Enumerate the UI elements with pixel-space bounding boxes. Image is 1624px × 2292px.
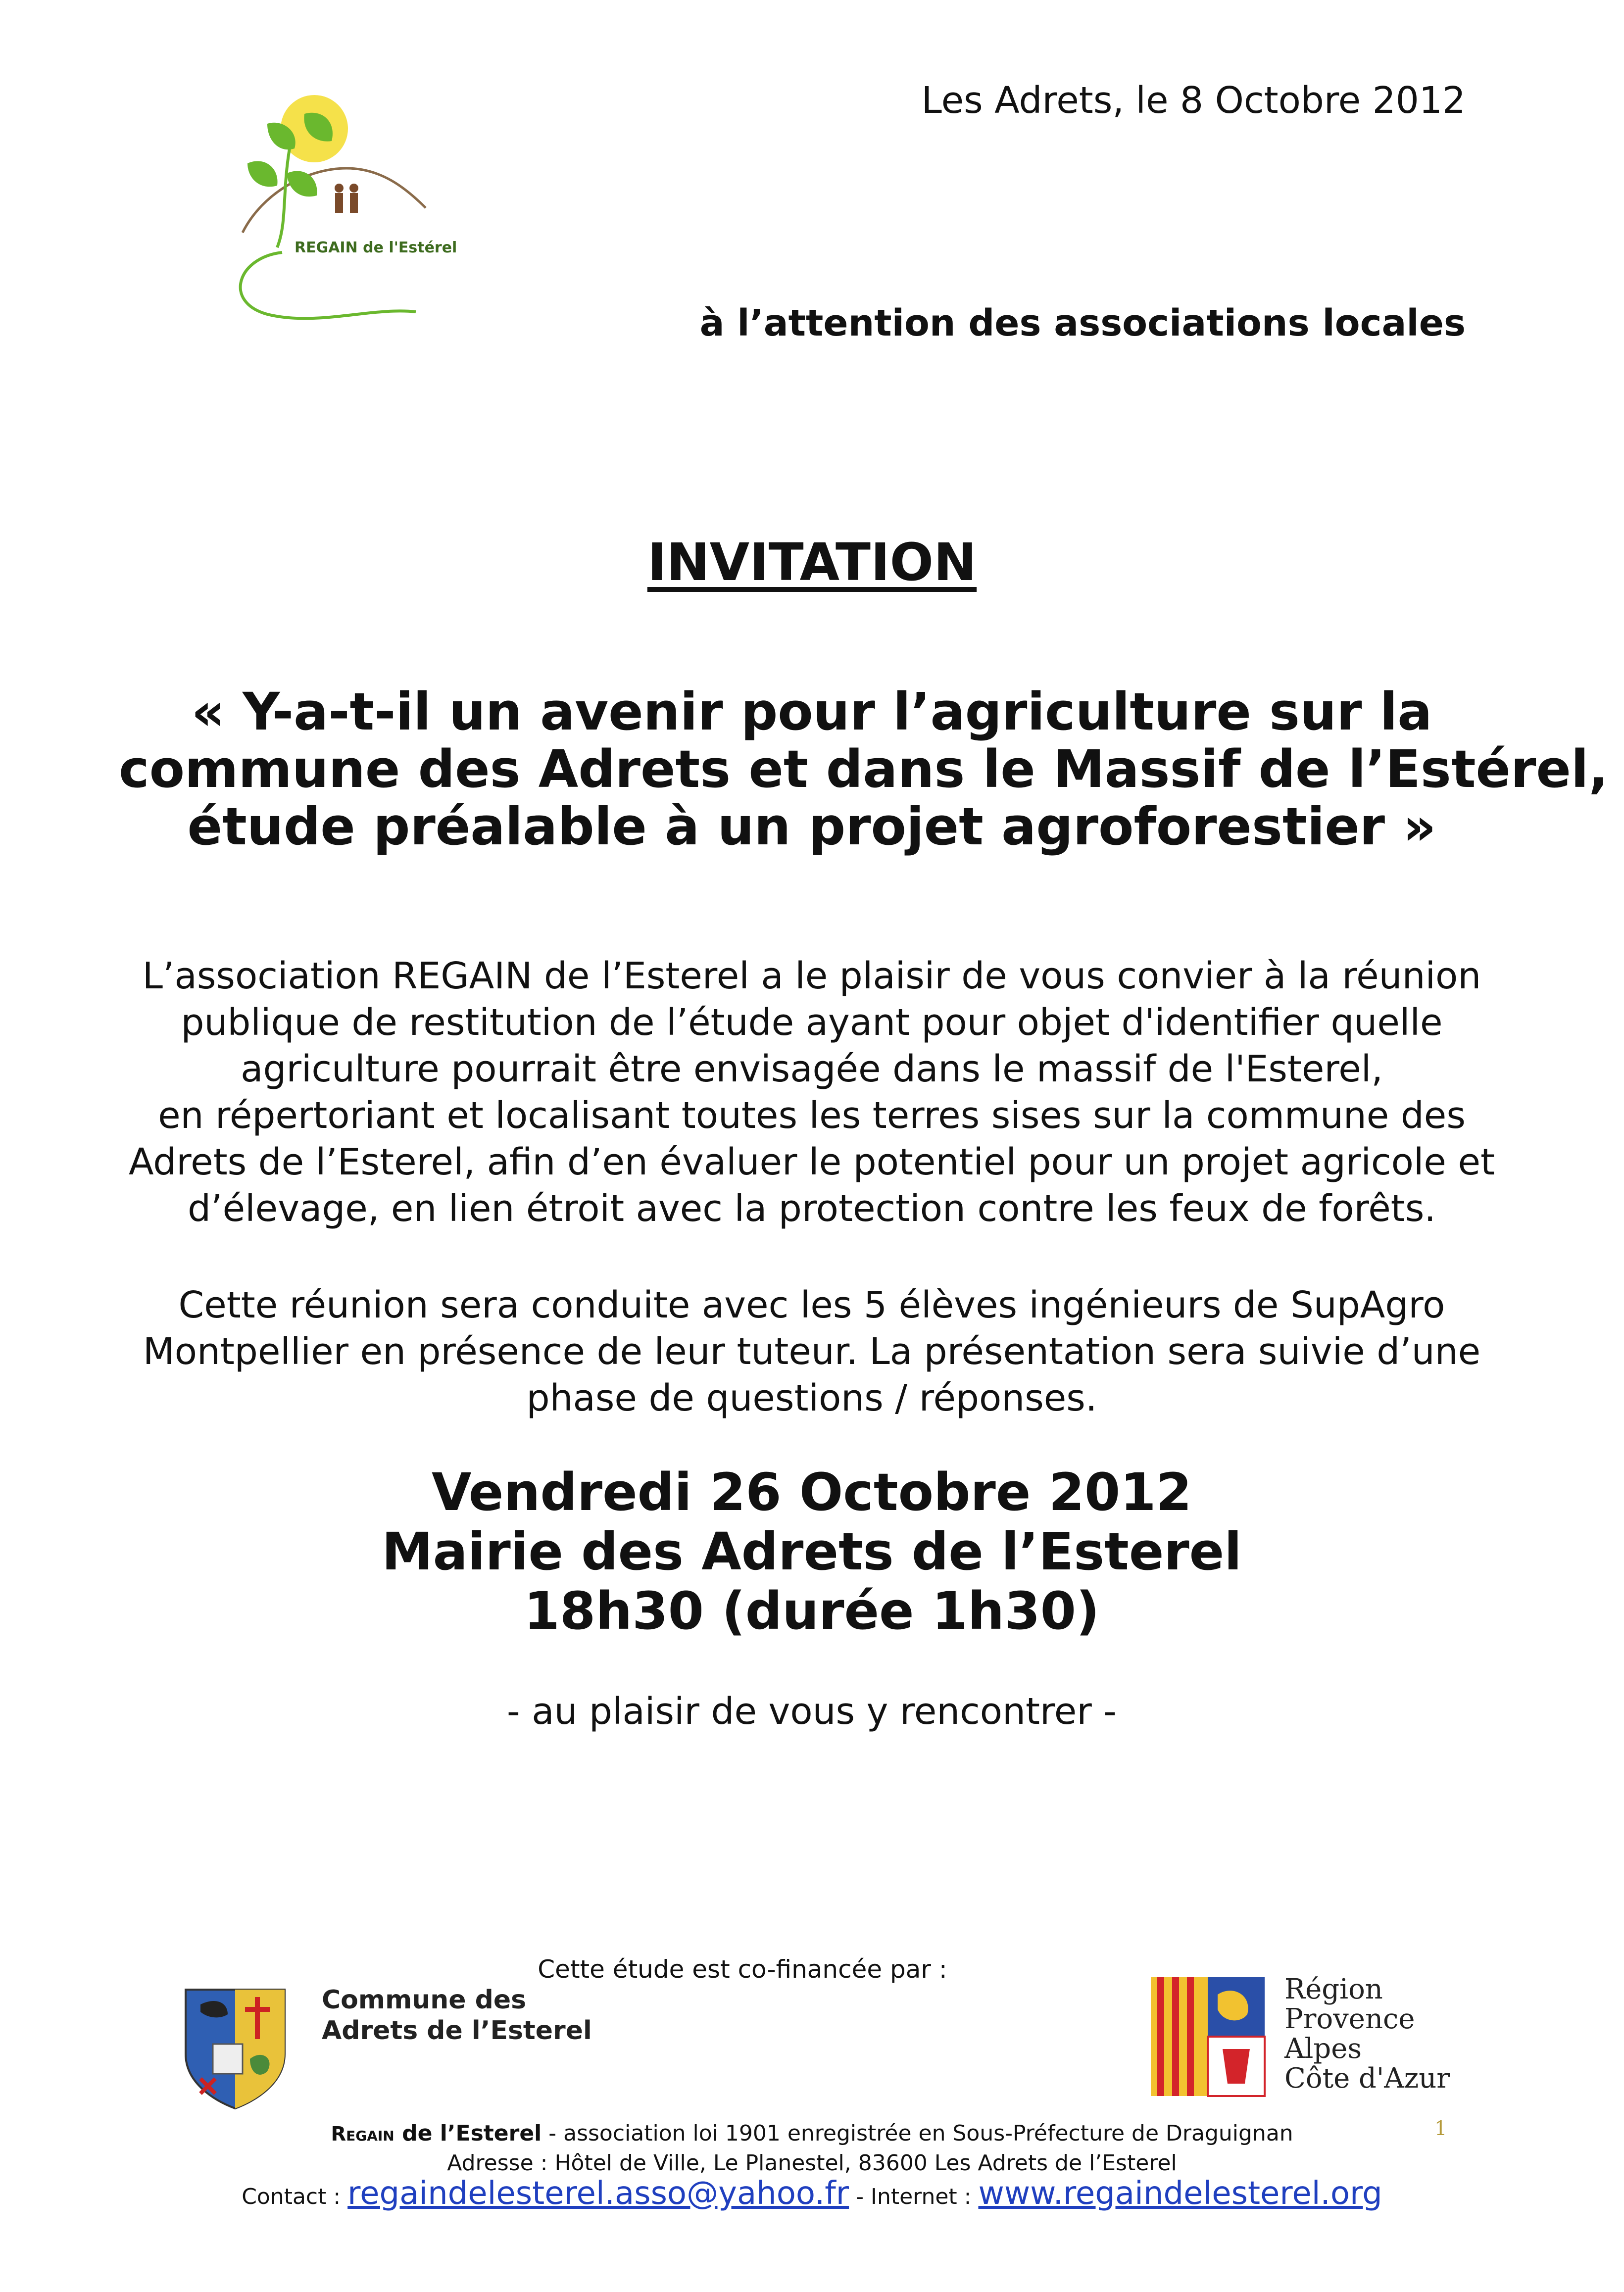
commune-crest-graphic: [181, 1985, 290, 2111]
footer-org-description: - association loi 1901 enregistrée en Sous-Préfecture de Draguignan: [541, 2121, 1293, 2146]
letter-date: Les Adrets, le 8 Octobre 2012: [921, 79, 1466, 122]
subject-heading: [119, 682, 1609, 857]
internet-label: Internet :: [870, 2184, 979, 2209]
body-paragraph-invitation: [99, 953, 1525, 1232]
region-logo-graphic: [1148, 1975, 1267, 2103]
regain-logo-graphic: [208, 94, 465, 327]
body-line: Montpellier en présence de leur tuteur. La présentation sera suivie d’une: [143, 1330, 1481, 1373]
region-logo-icon: [1148, 1975, 1267, 2103]
subject-line: « Y-a-t-il un avenir pour l’agriculture sur la: [191, 682, 1432, 742]
event-date: Vendredi 26 Octobre 2012: [431, 1462, 1192, 1522]
footer-address: Adresse : Hôtel de Ville, Le Planestel, 83600 Les Adrets de l’Esterel: [447, 2150, 1177, 2176]
footer-contact-line: [0, 2175, 1624, 2212]
footer-org-name: Regain de l’Esterel: [331, 2121, 542, 2146]
svg-text:REGAIN de l'Estérel: REGAIN de l'Estérel: [295, 239, 457, 256]
body-line: L’association REGAIN de l’Esterel a le plaisir de vous convier à la réunion: [142, 955, 1481, 997]
footer-org-line: [0, 2121, 1624, 2146]
attention-line: à l’attention des associations locales: [699, 302, 1466, 344]
body-line: Adrets de l’Esterel, afin d’en évaluer le potentiel pour un projet agricole et: [128, 1141, 1495, 1183]
region-name-line: Alpes: [1284, 2033, 1362, 2065]
page-number: 1: [1434, 2117, 1447, 2140]
commune-crest-icon: [181, 1985, 290, 2111]
body-line: agriculture pourrait être envisagée dans le massif de l'Esterel,: [241, 1048, 1383, 1090]
contact-label: Contact :: [242, 2184, 348, 2209]
regain-logo: [208, 94, 465, 327]
region-name-line: Provence: [1284, 2003, 1415, 2035]
body-line: phase de questions / réponses.: [526, 1377, 1097, 1419]
region-name-line: Région: [1284, 1973, 1383, 2005]
body-line: Cette réunion sera conduite avec les 5 élèves ingénieurs de SupAgro: [178, 1284, 1445, 1326]
commune-name-line: Adrets de l’Esterel: [322, 2016, 592, 2046]
event-details: [99, 1463, 1525, 1641]
commune-name-line: Commune des: [322, 1985, 527, 2015]
body-line: publique de restitution de l’étude ayant pour objet d'identifier quelle: [181, 1001, 1443, 1044]
footer-separator: -: [849, 2184, 871, 2209]
invitation-title: INVITATION: [647, 532, 977, 592]
region-name: [1284, 1975, 1450, 2094]
website-link[interactable]: www.regaindelesterel.org: [978, 2175, 1382, 2212]
body-line: en répertoriant et localisant toutes les terres sises sur la commune des: [158, 1094, 1466, 1137]
region-name-line: Côte d'Azur: [1284, 2062, 1450, 2095]
subject-line: commune des Adrets et dans le Massif de l’Estérel,: [119, 739, 1609, 799]
closing-line: - au plaisir de vous y rencontrer -: [507, 1690, 1117, 1733]
event-place: Mairie des Adrets de l’Esterel: [382, 1521, 1242, 1582]
commune-name: [322, 1985, 592, 2046]
subject-line: étude préalable à un projet agroforestier »: [187, 796, 1436, 857]
event-time: 18h30 (durée 1h30): [524, 1581, 1100, 1641]
body-line: d’élevage, en lien étroit avec la protection contre les feux de forêts.: [188, 1187, 1436, 1230]
email-link[interactable]: regaindelesterel.asso@yahoo.fr: [347, 2175, 849, 2212]
body-paragraph-meeting: [99, 1282, 1525, 1421]
cofinancing-label: Cette étude est co-financée par :: [538, 1955, 947, 1984]
